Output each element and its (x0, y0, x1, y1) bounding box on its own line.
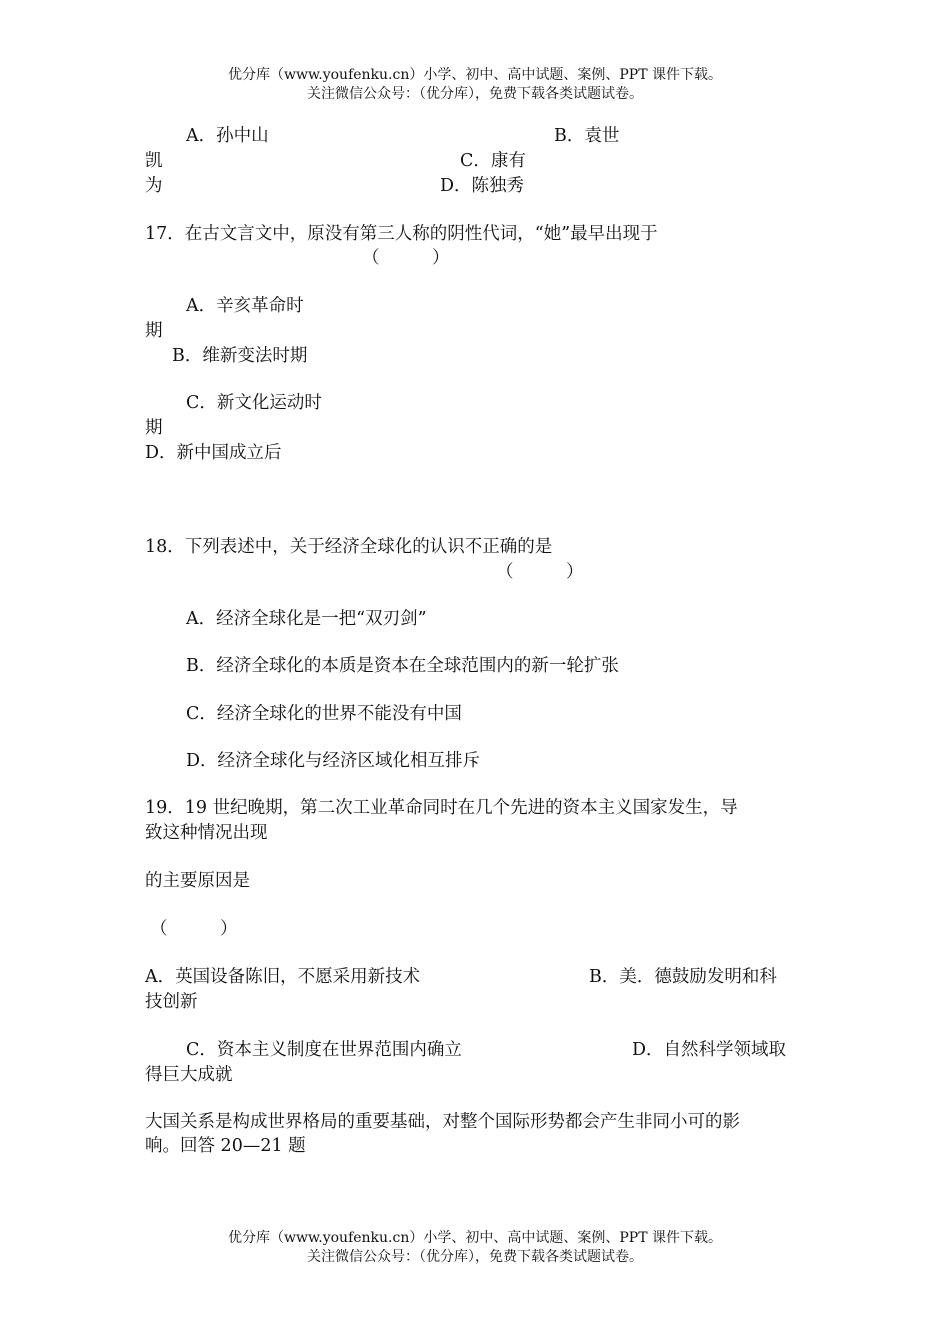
q19-answer-paren: （ ） (150, 919, 238, 939)
footer-line-1: 优分库（www.youfenku.cn）小学、初中、高中试题、案例、PPT 课件下载。 (227, 1230, 722, 1246)
q17-answer-paren: （ ） (362, 248, 450, 268)
q16-option-a: A．孙中山 (186, 126, 269, 146)
q17-option-a-wrap: 期 (145, 321, 163, 341)
header-line-1: 优分库（www.youfenku.cn）小学、初中、高中试题、案例、PPT 课件下载。 (227, 67, 722, 83)
q19-option-d-wrap: 得巨大成就 (145, 1065, 233, 1085)
q18-stem: 18．下列表述中，关于经济全球化的认识不正确的是 (145, 537, 553, 557)
footer-line-2: 关注微信公众号：（优分库），免费下载各类试题试卷。 (307, 1249, 643, 1265)
q17-option-a: A．辛亥革命时 (186, 296, 304, 316)
q18-option-d: D．经济全球化与经济区域化相互排斥 (186, 751, 481, 771)
intro-line-1: 大国关系是构成世界格局的重要基础，对整个国际形势都会产生非同小可的影 (145, 1112, 740, 1132)
q18-option-c: C．经济全球化的世界不能没有中国 (186, 704, 462, 724)
q19-option-a: A．英国设备陈旧，不愿采用新技术 (145, 967, 421, 987)
q19-stem-line-2: 致这种情况出现 (145, 823, 268, 843)
q16-option-d: D．陈独秀 (440, 176, 525, 196)
intro-line-2: 响。回答 20—21 题 (145, 1136, 306, 1156)
q18-answer-paren: （ ） (496, 562, 584, 582)
q16-option-b: B．袁世 (554, 126, 620, 146)
q19-option-c: C．资本主义制度在世界范围内确立 (186, 1040, 462, 1060)
q19-stem-line-3: 的主要原因是 (145, 871, 250, 891)
q17-option-d: D．新中国成立后 (145, 443, 282, 463)
header-line-2: 关注微信公众号：（优分库），免费下载各类试题试卷。 (307, 86, 643, 102)
q18-option-a: A．经济全球化是一把“双刃剑” (186, 609, 427, 629)
q17-option-c-wrap: 期 (145, 418, 163, 438)
q18-option-b: B．经济全球化的本质是资本在全球范围内的新一轮扩张 (186, 656, 619, 676)
q17-stem: 17．在古文言文中，原没有第三人称的阴性代词，“她”最早出现于 (145, 224, 658, 244)
q19-option-b-wrap: 技创新 (145, 992, 198, 1012)
q17-option-c: C．新文化运动时 (186, 393, 322, 413)
q17-option-b: B．维新变法时期 (172, 346, 308, 366)
q19-stem-line-1: 19．19 世纪晚期，第二次工业革命同时在几个先进的资本主义国家发生，导 (145, 798, 738, 818)
q16-option-c: C．康有 (460, 151, 526, 171)
q16-option-b-wrap: 凯 (145, 151, 163, 171)
q16-option-c-wrap: 为 (145, 176, 163, 196)
q19-option-d: D．自然科学领域取 (632, 1040, 787, 1060)
q19-option-b: B．美．德鼓励发明和科 (589, 967, 777, 987)
